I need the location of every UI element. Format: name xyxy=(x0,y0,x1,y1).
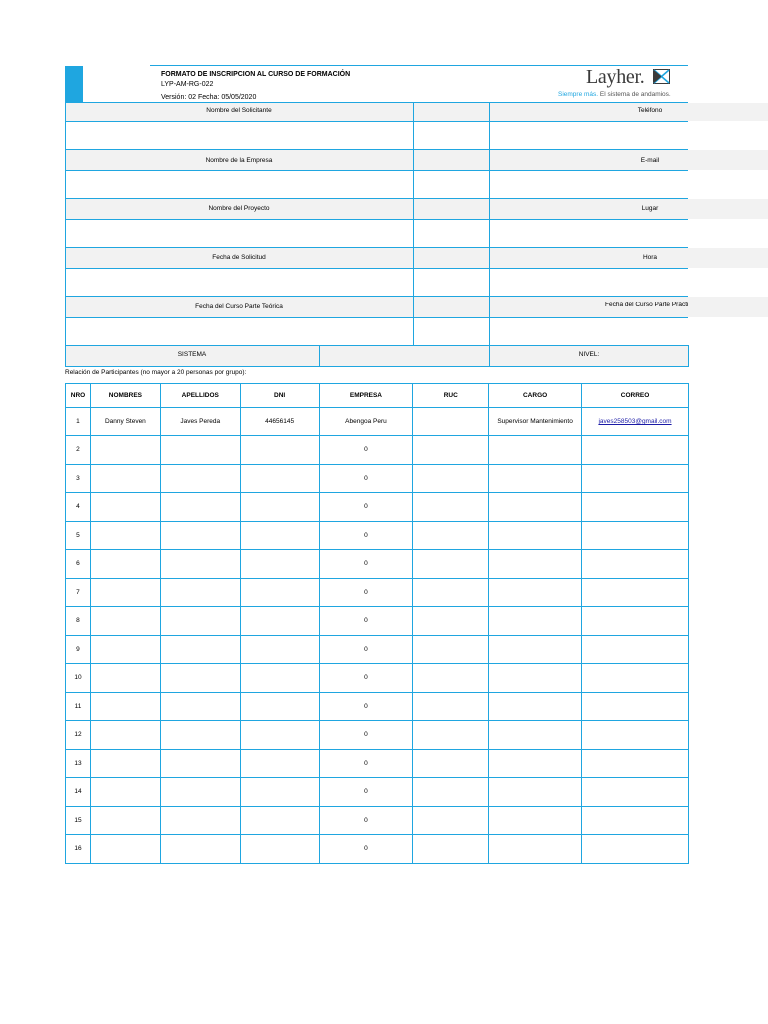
cell-apellidos[interactable] xyxy=(160,521,240,550)
cell-nombres[interactable] xyxy=(90,635,160,664)
cell-empresa[interactable]: 0 xyxy=(319,692,413,721)
cell-cargo[interactable] xyxy=(489,607,582,636)
cell-ruc[interactable] xyxy=(413,664,489,693)
cell-correo[interactable] xyxy=(582,835,689,864)
label-sistema: SISTEMA xyxy=(177,350,207,358)
cell-apellidos[interactable] xyxy=(160,806,240,835)
cell-apellidos[interactable]: Javes Pereda xyxy=(160,408,240,436)
cell-nro: 2 xyxy=(66,436,91,465)
table-row xyxy=(66,607,689,636)
cell-empresa[interactable]: 0 xyxy=(319,436,413,465)
cell-nro: 5 xyxy=(66,521,91,550)
column-header-nro: NRO xyxy=(66,384,91,408)
cell-nro: 8 xyxy=(66,607,91,636)
cell-correo[interactable] xyxy=(582,550,689,579)
cell-cargo[interactable] xyxy=(489,550,582,579)
cell-correo[interactable] xyxy=(582,493,689,522)
cell-dni[interactable] xyxy=(240,806,319,835)
cell-cargo[interactable] xyxy=(489,493,582,522)
cell-apellidos[interactable] xyxy=(160,550,240,579)
form-title: FORMATO DE INSCRIPCION AL CURSO DE FORMACIÓN xyxy=(161,71,351,78)
form-line xyxy=(65,296,688,297)
table-row xyxy=(66,521,689,550)
cell-apellidos[interactable] xyxy=(160,664,240,693)
table-row xyxy=(66,835,689,864)
cell-correo[interactable] xyxy=(582,521,689,550)
cell-nro: 7 xyxy=(66,578,91,607)
cell-nro: 16 xyxy=(66,835,91,864)
cell-apellidos[interactable] xyxy=(160,778,240,807)
cell-dni[interactable] xyxy=(240,521,319,550)
cell-ruc[interactable] xyxy=(413,806,489,835)
cell-nombres[interactable] xyxy=(90,692,160,721)
form-line xyxy=(65,247,688,248)
input-sistema[interactable] xyxy=(320,346,489,366)
column-header-correo: CORREO xyxy=(582,384,689,408)
cell-correo[interactable] xyxy=(582,778,689,807)
column-header-ruc: RUC xyxy=(413,384,489,408)
cell-nro: 13 xyxy=(66,749,91,778)
cell-nombres[interactable] xyxy=(90,806,160,835)
cell-dni[interactable] xyxy=(240,692,319,721)
cell-apellidos[interactable] xyxy=(160,578,240,607)
cell-apellidos[interactable] xyxy=(160,721,240,750)
cell-empresa[interactable]: 0 xyxy=(319,664,413,693)
cell-cargo[interactable] xyxy=(489,692,582,721)
column-header-nombres: NOMBRES xyxy=(90,384,160,408)
cell-dni[interactable] xyxy=(240,550,319,579)
table-row xyxy=(66,493,689,522)
cell-ruc[interactable] xyxy=(413,635,489,664)
cell-dni[interactable] xyxy=(240,607,319,636)
label-empresa: Nombre de la Empresa xyxy=(205,156,273,164)
cell-nombres[interactable] xyxy=(90,721,160,750)
cell-correo[interactable] xyxy=(582,635,689,664)
table-row xyxy=(66,721,689,750)
layher-logo-text: Layher. xyxy=(586,66,645,88)
cell-apellidos[interactable] xyxy=(160,749,240,778)
column-header-cargo: CARGO xyxy=(489,384,582,408)
participants-table xyxy=(65,383,689,864)
cell-nombres[interactable] xyxy=(90,607,160,636)
label-curso-practica: Fecha del Curso Parte Prácti xyxy=(605,302,688,308)
cell-correo[interactable] xyxy=(582,692,689,721)
participants-caption: Relación de Participantes (no mayor a 20 personas por grupo): xyxy=(65,369,247,376)
cell-apellidos[interactable] xyxy=(160,607,240,636)
table-row xyxy=(66,664,689,693)
input-proyecto[interactable] xyxy=(66,220,413,247)
cell-dni[interactable] xyxy=(240,835,319,864)
cell-dni[interactable] xyxy=(240,493,319,522)
cell-cargo[interactable] xyxy=(489,436,582,465)
cell-ruc[interactable] xyxy=(413,493,489,522)
layher-logo-icon xyxy=(653,69,670,84)
cell-ruc[interactable] xyxy=(413,835,489,864)
table-row xyxy=(66,578,689,607)
cell-nombres[interactable] xyxy=(90,835,160,864)
cell-nro: 9 xyxy=(66,635,91,664)
cell-ruc[interactable] xyxy=(413,464,489,493)
input-solicitante[interactable] xyxy=(66,122,413,149)
cell-nombres[interactable] xyxy=(90,436,160,465)
cell-nro: 4 xyxy=(66,493,91,522)
cell-dni[interactable] xyxy=(240,749,319,778)
label-fecha-solicitud: Fecha de Solicitud xyxy=(212,253,266,261)
cell-nombres[interactable] xyxy=(90,749,160,778)
cell-nro: 3 xyxy=(66,464,91,493)
cell-dni[interactable] xyxy=(240,664,319,693)
form-version: Versión: 02 Fecha: 05/05/2020 xyxy=(161,94,257,101)
cell-cargo[interactable] xyxy=(489,806,582,835)
cell-dni[interactable] xyxy=(240,635,319,664)
input-email[interactable] xyxy=(490,171,688,198)
input-curso-teorica[interactable] xyxy=(66,318,413,345)
form-vline xyxy=(413,102,414,345)
input-lugar[interactable] xyxy=(490,220,688,247)
cell-nro: 10 xyxy=(66,664,91,693)
column-header-apellidos: APELLIDOS xyxy=(160,384,240,408)
label-proyecto: Nombre del Proyecto xyxy=(208,204,270,212)
label-curso-teorica: Fecha del Curso Parte Teórica xyxy=(195,302,283,310)
label-telefono: Teléfono xyxy=(637,107,663,114)
table-row xyxy=(66,464,689,493)
table-row xyxy=(66,408,689,436)
cell-cargo[interactable] xyxy=(489,721,582,750)
cell-dni[interactable] xyxy=(240,578,319,607)
cell-nombres[interactable]: Danny Steven xyxy=(90,408,160,436)
cell-apellidos[interactable] xyxy=(160,493,240,522)
cell-cargo[interactable] xyxy=(489,464,582,493)
input-empresa[interactable] xyxy=(66,171,413,198)
table-row xyxy=(66,778,689,807)
cell-cargo[interactable] xyxy=(489,664,582,693)
cell-apellidos[interactable] xyxy=(160,692,240,721)
cell-nombres[interactable] xyxy=(90,521,160,550)
cell-empresa[interactable]: 0 xyxy=(319,578,413,607)
label-hora: Hora xyxy=(642,253,658,261)
cell-ruc[interactable] xyxy=(413,778,489,807)
cell-dni[interactable] xyxy=(240,464,319,493)
cell-cargo[interactable]: Supervisor Mantenimiento xyxy=(489,408,582,436)
cell-correo[interactable] xyxy=(582,408,689,436)
table-row xyxy=(66,749,689,778)
cell-nombres[interactable] xyxy=(90,464,160,493)
table-row xyxy=(66,550,689,579)
cell-ruc[interactable] xyxy=(413,578,489,607)
cell-cargo[interactable] xyxy=(489,778,582,807)
label-solicitante: Nombre del Solicitante xyxy=(206,107,272,114)
column-header-dni: DNI xyxy=(240,384,319,408)
cell-nombres[interactable] xyxy=(90,493,160,522)
cell-ruc[interactable] xyxy=(413,436,489,465)
cell-empresa[interactable]: 0 xyxy=(319,835,413,864)
form-line xyxy=(65,366,689,367)
cell-empresa[interactable]: 0 xyxy=(319,464,413,493)
cell-correo[interactable] xyxy=(582,664,689,693)
input-fecha-solicitud[interactable] xyxy=(66,269,413,296)
cell-nombres[interactable] xyxy=(90,578,160,607)
label-lugar: Lugar xyxy=(641,204,659,212)
header-accent-tick xyxy=(65,66,67,104)
cell-ruc[interactable] xyxy=(413,521,489,550)
cell-nro: 12 xyxy=(66,721,91,750)
table-header-row xyxy=(66,384,689,408)
cell-nro: 14 xyxy=(66,778,91,807)
cell-empresa[interactable]: 0 xyxy=(319,635,413,664)
table-row xyxy=(66,806,689,835)
column-header-empresa: EMPRESA xyxy=(319,384,413,408)
cell-ruc[interactable] xyxy=(413,607,489,636)
cell-apellidos[interactable] xyxy=(160,835,240,864)
cell-cargo[interactable] xyxy=(489,635,582,664)
cell-correo[interactable] xyxy=(582,464,689,493)
cell-nro: 15 xyxy=(66,806,91,835)
form-line xyxy=(65,198,688,199)
cell-ruc[interactable] xyxy=(413,749,489,778)
cell-cargo[interactable] xyxy=(489,521,582,550)
form-line xyxy=(65,149,688,150)
input-telefono[interactable] xyxy=(490,122,688,149)
cell-empresa[interactable]: 0 xyxy=(319,550,413,579)
cell-ruc[interactable] xyxy=(413,721,489,750)
form-code: LYP-AM-RG-022 xyxy=(161,81,214,88)
cell-correo[interactable] xyxy=(582,607,689,636)
layher-tagline xyxy=(558,91,671,98)
cell-cargo[interactable] xyxy=(489,835,582,864)
header-accent-bar xyxy=(65,66,83,102)
cell-apellidos[interactable] xyxy=(160,464,240,493)
cell-nombres[interactable] xyxy=(90,778,160,807)
cell-dni[interactable] xyxy=(240,778,319,807)
cell-cargo[interactable] xyxy=(489,578,582,607)
tagline-gray: El sistema de andamios. xyxy=(598,91,671,98)
cell-empresa[interactable]: 0 xyxy=(319,493,413,522)
input-curso-practica[interactable] xyxy=(490,318,688,345)
cell-apellidos[interactable] xyxy=(160,436,240,465)
cell-empresa[interactable]: 0 xyxy=(319,749,413,778)
cell-correo[interactable] xyxy=(582,578,689,607)
cell-correo[interactable] xyxy=(582,806,689,835)
table-row xyxy=(66,635,689,664)
cell-cargo[interactable] xyxy=(489,749,582,778)
cell-dni[interactable]: 44656145 xyxy=(240,408,319,436)
table-row xyxy=(66,692,689,721)
cell-correo[interactable] xyxy=(582,749,689,778)
cell-empresa[interactable]: 0 xyxy=(319,806,413,835)
cell-correo[interactable] xyxy=(582,436,689,465)
input-hora[interactable] xyxy=(490,269,688,296)
cell-nro: 6 xyxy=(66,550,91,579)
label-email: E-mail xyxy=(640,156,660,164)
cell-nombres[interactable] xyxy=(90,550,160,579)
cell-correo[interactable] xyxy=(582,721,689,750)
cell-ruc[interactable] xyxy=(413,692,489,721)
cell-empresa[interactable]: 0 xyxy=(319,721,413,750)
cell-empresa[interactable]: Abengoa Peru xyxy=(319,408,413,436)
email-link[interactable]: javes258503@gmail.com xyxy=(598,418,672,425)
cell-empresa[interactable]: 0 xyxy=(319,778,413,807)
cell-empresa[interactable]: 0 xyxy=(319,521,413,550)
form-vline xyxy=(688,345,689,367)
cell-dni[interactable] xyxy=(240,721,319,750)
cell-apellidos[interactable] xyxy=(160,635,240,664)
cell-nro: 1 xyxy=(66,408,91,436)
table-row xyxy=(66,436,689,465)
cell-nro: 11 xyxy=(66,692,91,721)
cell-ruc[interactable] xyxy=(413,408,489,436)
label-nivel: NIVEL: xyxy=(578,350,600,358)
cell-dni[interactable] xyxy=(240,436,319,465)
cell-ruc[interactable] xyxy=(413,550,489,579)
cell-nombres[interactable] xyxy=(90,664,160,693)
tagline-blue: Siempre más. xyxy=(558,91,599,98)
cell-empresa[interactable]: 0 xyxy=(319,607,413,636)
